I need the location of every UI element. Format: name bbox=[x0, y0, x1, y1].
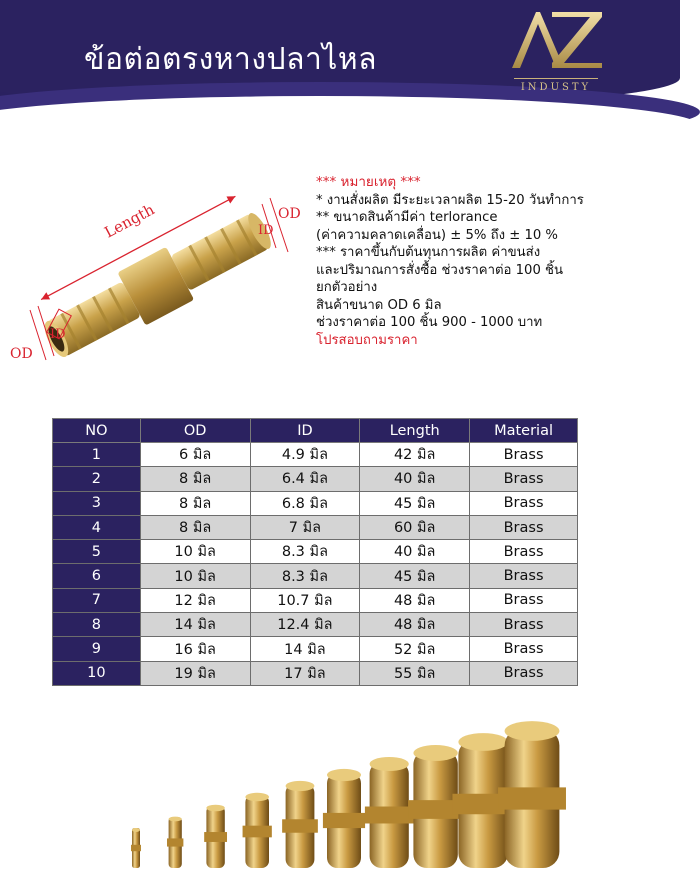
notes-heading: *** หมายเหตุ *** bbox=[316, 174, 421, 190]
az-logo-icon bbox=[506, 8, 606, 70]
fittings-photo bbox=[120, 700, 520, 870]
header-no: NO bbox=[53, 419, 141, 443]
cell-od: 10 มิล bbox=[140, 540, 250, 564]
table-row bbox=[53, 443, 578, 467]
cell-material: Brass bbox=[470, 613, 578, 637]
cell-no: 1 bbox=[53, 443, 141, 467]
note-line: สินค้าขนาด OD 6 มิล bbox=[316, 297, 442, 313]
table-row bbox=[53, 467, 578, 491]
length-label: Length bbox=[101, 200, 158, 242]
cell-material: Brass bbox=[470, 515, 578, 539]
cell-length: 42 มิล bbox=[360, 443, 470, 467]
note-line: * งานสั่งผลิต มีระยะเวลาผลิต 15-20 วันทำการ bbox=[316, 192, 584, 208]
cell-length: 40 มิล bbox=[360, 540, 470, 564]
cell-od: 8 มิล bbox=[140, 467, 250, 491]
cell-material: Brass bbox=[470, 467, 578, 491]
cell-od: 14 มิล bbox=[140, 613, 250, 637]
notes-footer: โปรสอบถามราคา bbox=[316, 332, 418, 348]
header-length: Length bbox=[360, 419, 470, 443]
note-line: ยกตัวอย่าง bbox=[316, 280, 378, 295]
cell-length: 40 มิล bbox=[360, 467, 470, 491]
cell-id: 6.8 มิล bbox=[250, 491, 360, 515]
cell-material: Brass bbox=[470, 491, 578, 515]
cell-length: 55 มิล bbox=[360, 661, 470, 685]
hose-barb-diagram bbox=[8, 190, 308, 370]
cell-no: 7 bbox=[53, 588, 141, 612]
cell-no: 5 bbox=[53, 540, 141, 564]
cell-od: 12 มิล bbox=[140, 588, 250, 612]
cell-length: 48 มิล bbox=[360, 588, 470, 612]
cell-id: 6.4 มิล bbox=[250, 467, 360, 491]
cell-od: 6 มิล bbox=[140, 443, 250, 467]
cell-material: Brass bbox=[470, 661, 578, 685]
cell-id: 8.3 มิล bbox=[250, 564, 360, 588]
table-row bbox=[53, 564, 578, 588]
cell-od: 19 มิล bbox=[140, 661, 250, 685]
logo-brand-name: INDUSTY bbox=[520, 82, 592, 93]
od-label-left: OD bbox=[10, 346, 33, 362]
cell-od: 8 มิล bbox=[140, 491, 250, 515]
note-line: ช่วงราคาต่อ 100 ชิ้น 900 - 1000 บาท bbox=[316, 315, 543, 330]
id-label-right: ID bbox=[258, 223, 274, 238]
cell-length: 45 มิล bbox=[360, 564, 470, 588]
cell-length: 45 มิล bbox=[360, 491, 470, 515]
cell-od: 10 มิล bbox=[140, 564, 250, 588]
note-line: และปริมาณการสั่งซื้อ ช่วงราคาต่อ 100 ชิ้น bbox=[316, 262, 563, 278]
fitting-item bbox=[131, 828, 141, 868]
brand-logo bbox=[506, 8, 606, 98]
cell-material: Brass bbox=[470, 588, 578, 612]
table-row bbox=[53, 540, 578, 564]
table-row bbox=[53, 637, 578, 661]
table-row bbox=[53, 515, 578, 539]
table-row bbox=[53, 613, 578, 637]
cell-length: 48 มิล bbox=[360, 613, 470, 637]
fitting-item bbox=[243, 793, 272, 868]
fitting-item bbox=[204, 805, 227, 868]
cell-no: 10 bbox=[53, 661, 141, 685]
cell-no: 3 bbox=[53, 491, 141, 515]
id-label-left: ID bbox=[50, 327, 66, 342]
logo-divider bbox=[514, 78, 598, 79]
cell-id: 8.3 มิล bbox=[250, 540, 360, 564]
cell-id: 7 มิล bbox=[250, 515, 360, 539]
cell-length: 52 มิล bbox=[360, 637, 470, 661]
cell-material: Brass bbox=[470, 443, 578, 467]
header-od: OD bbox=[140, 419, 250, 443]
cell-no: 4 bbox=[53, 515, 141, 539]
cell-no: 9 bbox=[53, 637, 141, 661]
cell-no: 6 bbox=[53, 564, 141, 588]
notes-block bbox=[316, 174, 616, 349]
fitting-item bbox=[365, 757, 414, 868]
cell-no: 8 bbox=[53, 613, 141, 637]
spec-table bbox=[52, 418, 578, 686]
note-line: (ค่าความคลาดเคลื่อน) ± 5% ถึง ± 10 % bbox=[316, 227, 558, 243]
table-header-row bbox=[53, 419, 578, 443]
cell-od: 8 มิล bbox=[140, 515, 250, 539]
table-row bbox=[53, 661, 578, 685]
header-material: Material bbox=[470, 419, 578, 443]
cell-id: 10.7 มิล bbox=[250, 588, 360, 612]
cell-od: 16 มิล bbox=[140, 637, 250, 661]
header-wave-white bbox=[0, 96, 700, 156]
cell-id: 4.9 มิล bbox=[250, 443, 360, 467]
od-label-right: OD bbox=[278, 206, 301, 222]
note-line: *** ราคาขึ้นกับต้นทุนการผลิต ค่าขนส่ง bbox=[316, 245, 541, 260]
cell-id: 17 มิล bbox=[250, 661, 360, 685]
table-row bbox=[53, 588, 578, 612]
cell-no: 2 bbox=[53, 467, 141, 491]
fitting-item bbox=[498, 721, 566, 868]
page-title: ข้อต่อตรงหางปลาไหล bbox=[84, 42, 378, 77]
fitting-item bbox=[167, 817, 183, 868]
cell-material: Brass bbox=[470, 637, 578, 661]
header-id: ID bbox=[250, 419, 360, 443]
cell-material: Brass bbox=[470, 564, 578, 588]
cell-id: 14 มิล bbox=[250, 637, 360, 661]
table-row bbox=[53, 491, 578, 515]
cell-length: 60 มิล bbox=[360, 515, 470, 539]
fitting-item bbox=[282, 781, 318, 868]
fitting-item bbox=[323, 769, 365, 868]
note-line: ** ขนาดสินค้ามีค่า terlorance bbox=[316, 210, 498, 225]
cell-material: Brass bbox=[470, 540, 578, 564]
cell-id: 12.4 มิล bbox=[250, 613, 360, 637]
